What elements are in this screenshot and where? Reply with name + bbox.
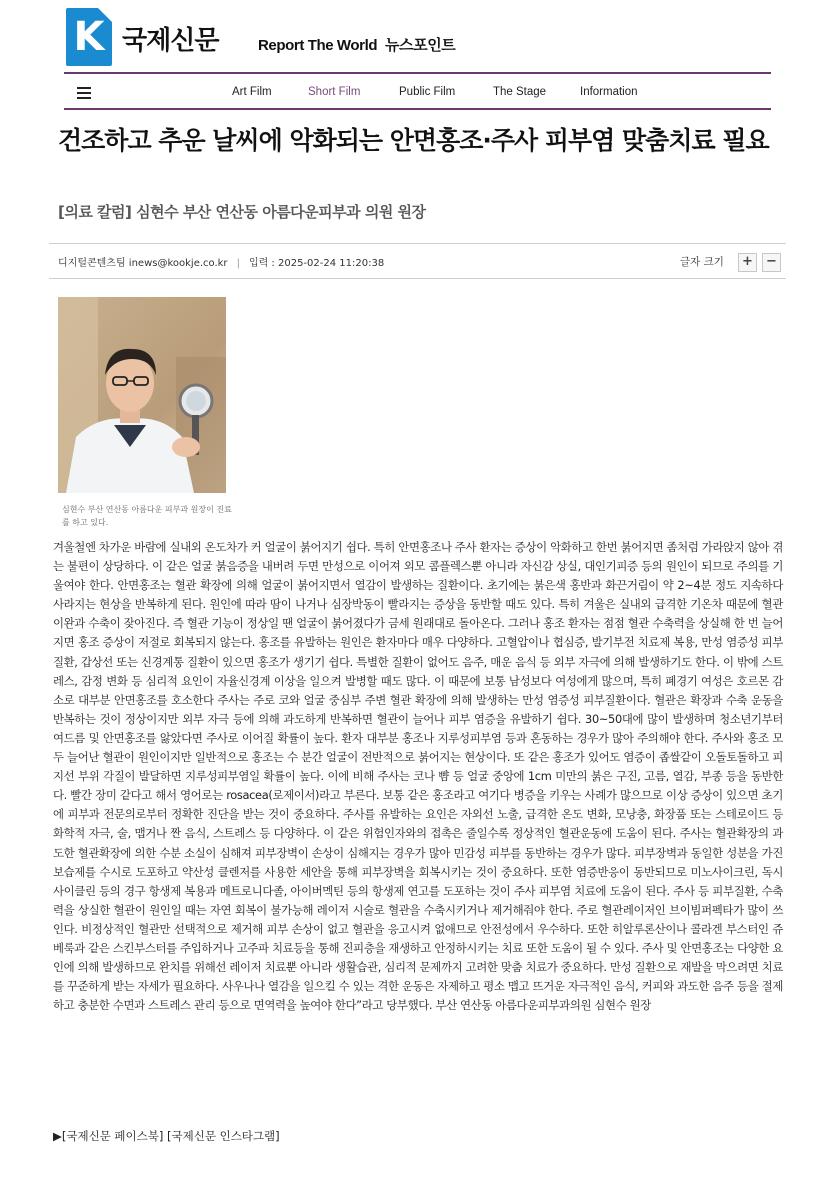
nav-information[interactable]: Information (580, 86, 638, 98)
article-headline: 건조하고 추운 날씨에 악화되는 안면홍조·주사 피부염 맞춤치료 필요 (58, 126, 769, 155)
article-meta-bar (49, 243, 786, 279)
header-rule-top (64, 72, 771, 74)
nav-art-film[interactable]: Art Film (232, 86, 272, 98)
font-size-label: 글자 크기 (680, 256, 724, 268)
facebook-link[interactable]: [국제신문 페이스북] (61, 1129, 164, 1143)
byline: 디지털콘텐츠팀 inews@kookje.co.kr | 입력 : 2025-02-24 11:20:38 (58, 258, 385, 269)
arrow-right-icon: ▶ (53, 1129, 62, 1143)
font-increase-button[interactable]: + (738, 253, 757, 272)
article-body: 겨울철엔 차가운 바람에 실내외 온도차가 커 얼굴이 붉어지기 쉽다. 특히 안면홍조나 주사 환자는 증상이 악화하고 한번 붉어지면 좀처럼 가라앉지 않아 겪는 불편이 상당하다. 이 같은 얼굴 붉음증을 내버려 두면 만성으로 이어져 외모 콤플렉스뿐 아니라 자신감 상실, 대인기피증 등의 원인이 되므로 주의를 기울여야 한다. 안면홍조는 혈관 확장에 의해 얼굴이 붉어지면서 열감이 발생하는 질환이다. 초기에는 붉은색 홍반과 화끈거림이 약 2~4분 정도 지속하다 사라지는 현상을 반복하게 된다. 원인에 따라 땀이 나거나 심장박동이 빨라지는 증상을 동반할 때도 있다. 특히 겨울은 실내외 급격한 기온차 때문에 혈관 이완과 수축이 잦아진다. 즉 혈관 기능이 정상일 땐 얼굴이 붉어졌다가 금세 원래대로 돌아온다. 그러나 홍조 환자는 점점 혈관 수축력을 상실해 한 번 늘어지면 홍조 증상이 저절로 회복되지 않는다. 홍조를 유발하는 원인은 환자마다 매우 다양하다. 고혈압이나 협심증, 발기부전 치료제 복용, 만성 염증성 피부질환, 갑상선 또는 신경계통 질환이 있으면 홍조가 생기기 쉽다. 특별한 질환이 없어도 음주, 매운 음식 등 외부 자극에 의해 발생하기도 한다. 이 밖에 스트레스, 감정 변화 등 심리적 요인이 자율신경계 이상을 일으켜 발병할 때도 많다. 이 때문에 보통 남성보다 여성에게 많으며, 특히 폐경기 여성은 호르몬 감소로 대부분 안면홍조를 호소한다 주사는 주로 코와 얼굴 중심부 주변 혈관 확장에 의해 발생하는 만성 염증성 피부질환이다. 혈관은 확장과 수축 운동을 반복하는 것이 정상이지만 외부 자극 등에 의해 과도하게 반복하면 혈관이 늘어나 피부 염증을 유발하기 쉽다. 30~50대에 많이 발생하며 청소년기부터 여드름 및 안면홍조를 앓았다면 주사로 이어질 확률이 높다. 환자 대부분 홍조나 지루성피부염 등과 혼동하는 경우가 많아 주의해야 한다. 주사와 홍조 모두 늘어난 혈관이 원인이지만 일반적으로 홍조는 수 분간 얼굴이 전반적으로 붉어지는 현상이다. 또 같은 홍조가 있어도 염증이 좁쌀같이 오돌토돌하고 피지선 부위 각질이 발달하면 지루성피부염일 확률이 높다. 이에 비해 주사는 코나 뺨 등 얼굴 중앙에 1cm 미만의 붉은 구진, 고름, 열감, 부종 등을 동반한다. 빨간 장미 같다고 해서 영어로는 rosacea(로제이서)라고 부른다. 보통 같은 홍조라고 여기다 병증을 키우는 사례가 많으므로 이상 증상이 있으면 초기에 피부과 전문의로부터 정확한 진단을 받는 것이 중요하다. 주사를 유발하는 요인은 자외선 노출, 급격한 온도 변화, 모낭충, 화장품 또는 스테로이드 등 화학적 자극, 술, 맵거나 짠 음식, 스트레스 등 다양하다. 이 같은 위험인자와의 접촉은 줄일수록 정상적인 혈관운동에 도움이 된다. 주사는 혈관확장의 과도한 혈관확장에 의한 수분 소실이 심해져 피부장벽이 손상이 심해지는 경우가 많아 민감성 피부를 동반하는 경우가 많다. 피부장벽과 동일한 성분을 가진 보습제를 수시로 도포하고 약산성 클렌저를 사용한 세안을 통해 피부장벽을 회복시키는 것이 중요하다. 또한 염증반응이 동반되므로 미노사이크린, 독시사이클린 등의 경구 항생제 복용과 메트로니다졸, 아이버멕틴 등의 항생제 연고를 도포하는 것이 주사 피부염 치료에 도움이 된다. 주사 등 피부질환, 수축력을 상실한 혈관이 원인일 때는 자연 회복이 불가능해 레이저 시술로 혈관을 수축시키거나 제거해줘야 한다. 주로 혈관레이저인 브이빔퍼펙타가 많이 쓰인다. 비정상적인 혈관만 선택적으로 제거해 피부 손상이 없고 혈관을 응고시켜 없애므로 안전성에서 우수하다. 또한 히알루론산이나 콜라겐 부스터인 쥬베룩과 같은 스킨부스터를 주입하거나 고주파 치료등을 통해 진피층을 재생하고 안정하시키는 치료 또한 도움이 될 수 있다. 주사 및 안면홍조는 다양한 요인에 의해 발생하므로 완치를 위해선 레이저 치료뿐 아니라 생활습관, 심리적 문제까지 고려한 맞춤 치료가 중요하다. 만성 질환으로 재발을 막으려면 치료를 꾸준하게 받는 자세가 필요하다. 사우나나 열감을 일으킬 수 있는 격한 운동은 자제하고 평소 맵고 뜨거운 자극적인 음식, 커피와 과도한 음주 등을 절제하고 충분한 수면과 스트레스 관리 등으로 면역력을 높여야 한다”라고 당부했다. 부산 연산동 아름다운피부과의원 심현수 원장 (53, 540, 783, 1013)
site-header (0, 0, 835, 112)
nav-public-film[interactable]: Public Film (399, 86, 456, 98)
logo-mark[interactable]: K (66, 8, 112, 66)
nav-short-film[interactable]: Short Film (308, 86, 361, 98)
font-decrease-button[interactable]: − (762, 253, 781, 272)
header-rule-nav (64, 108, 771, 110)
social-links (53, 1128, 280, 1144)
doctor-photo-illustration (58, 297, 226, 493)
photo-caption: 심현수 부산 연산동 아름다운 피부과 원장이 진료를 하고 있다. (62, 505, 232, 527)
hamburger-icon[interactable] (77, 87, 91, 99)
publish-date: 입력 : 2025-02-24 11:20:38 (248, 258, 385, 269)
tagline-en: Report The World (258, 37, 378, 54)
nav-the-stage[interactable]: The Stage (493, 86, 547, 98)
tagline (258, 34, 455, 55)
instagram-link[interactable]: [국제신문 인스타그램] (167, 1129, 280, 1143)
tagline-ko: 뉴스포인트 (384, 37, 456, 54)
article-photo (58, 297, 226, 493)
logo-name[interactable]: 국제신문 (122, 26, 219, 56)
author: 디지털콘텐츠팀 inews@kookje.co.kr (58, 258, 228, 269)
article-subhead: [의료 칼럼] 심현수 부산 연산동 아름다운피부과 의원 원장 (58, 203, 426, 221)
